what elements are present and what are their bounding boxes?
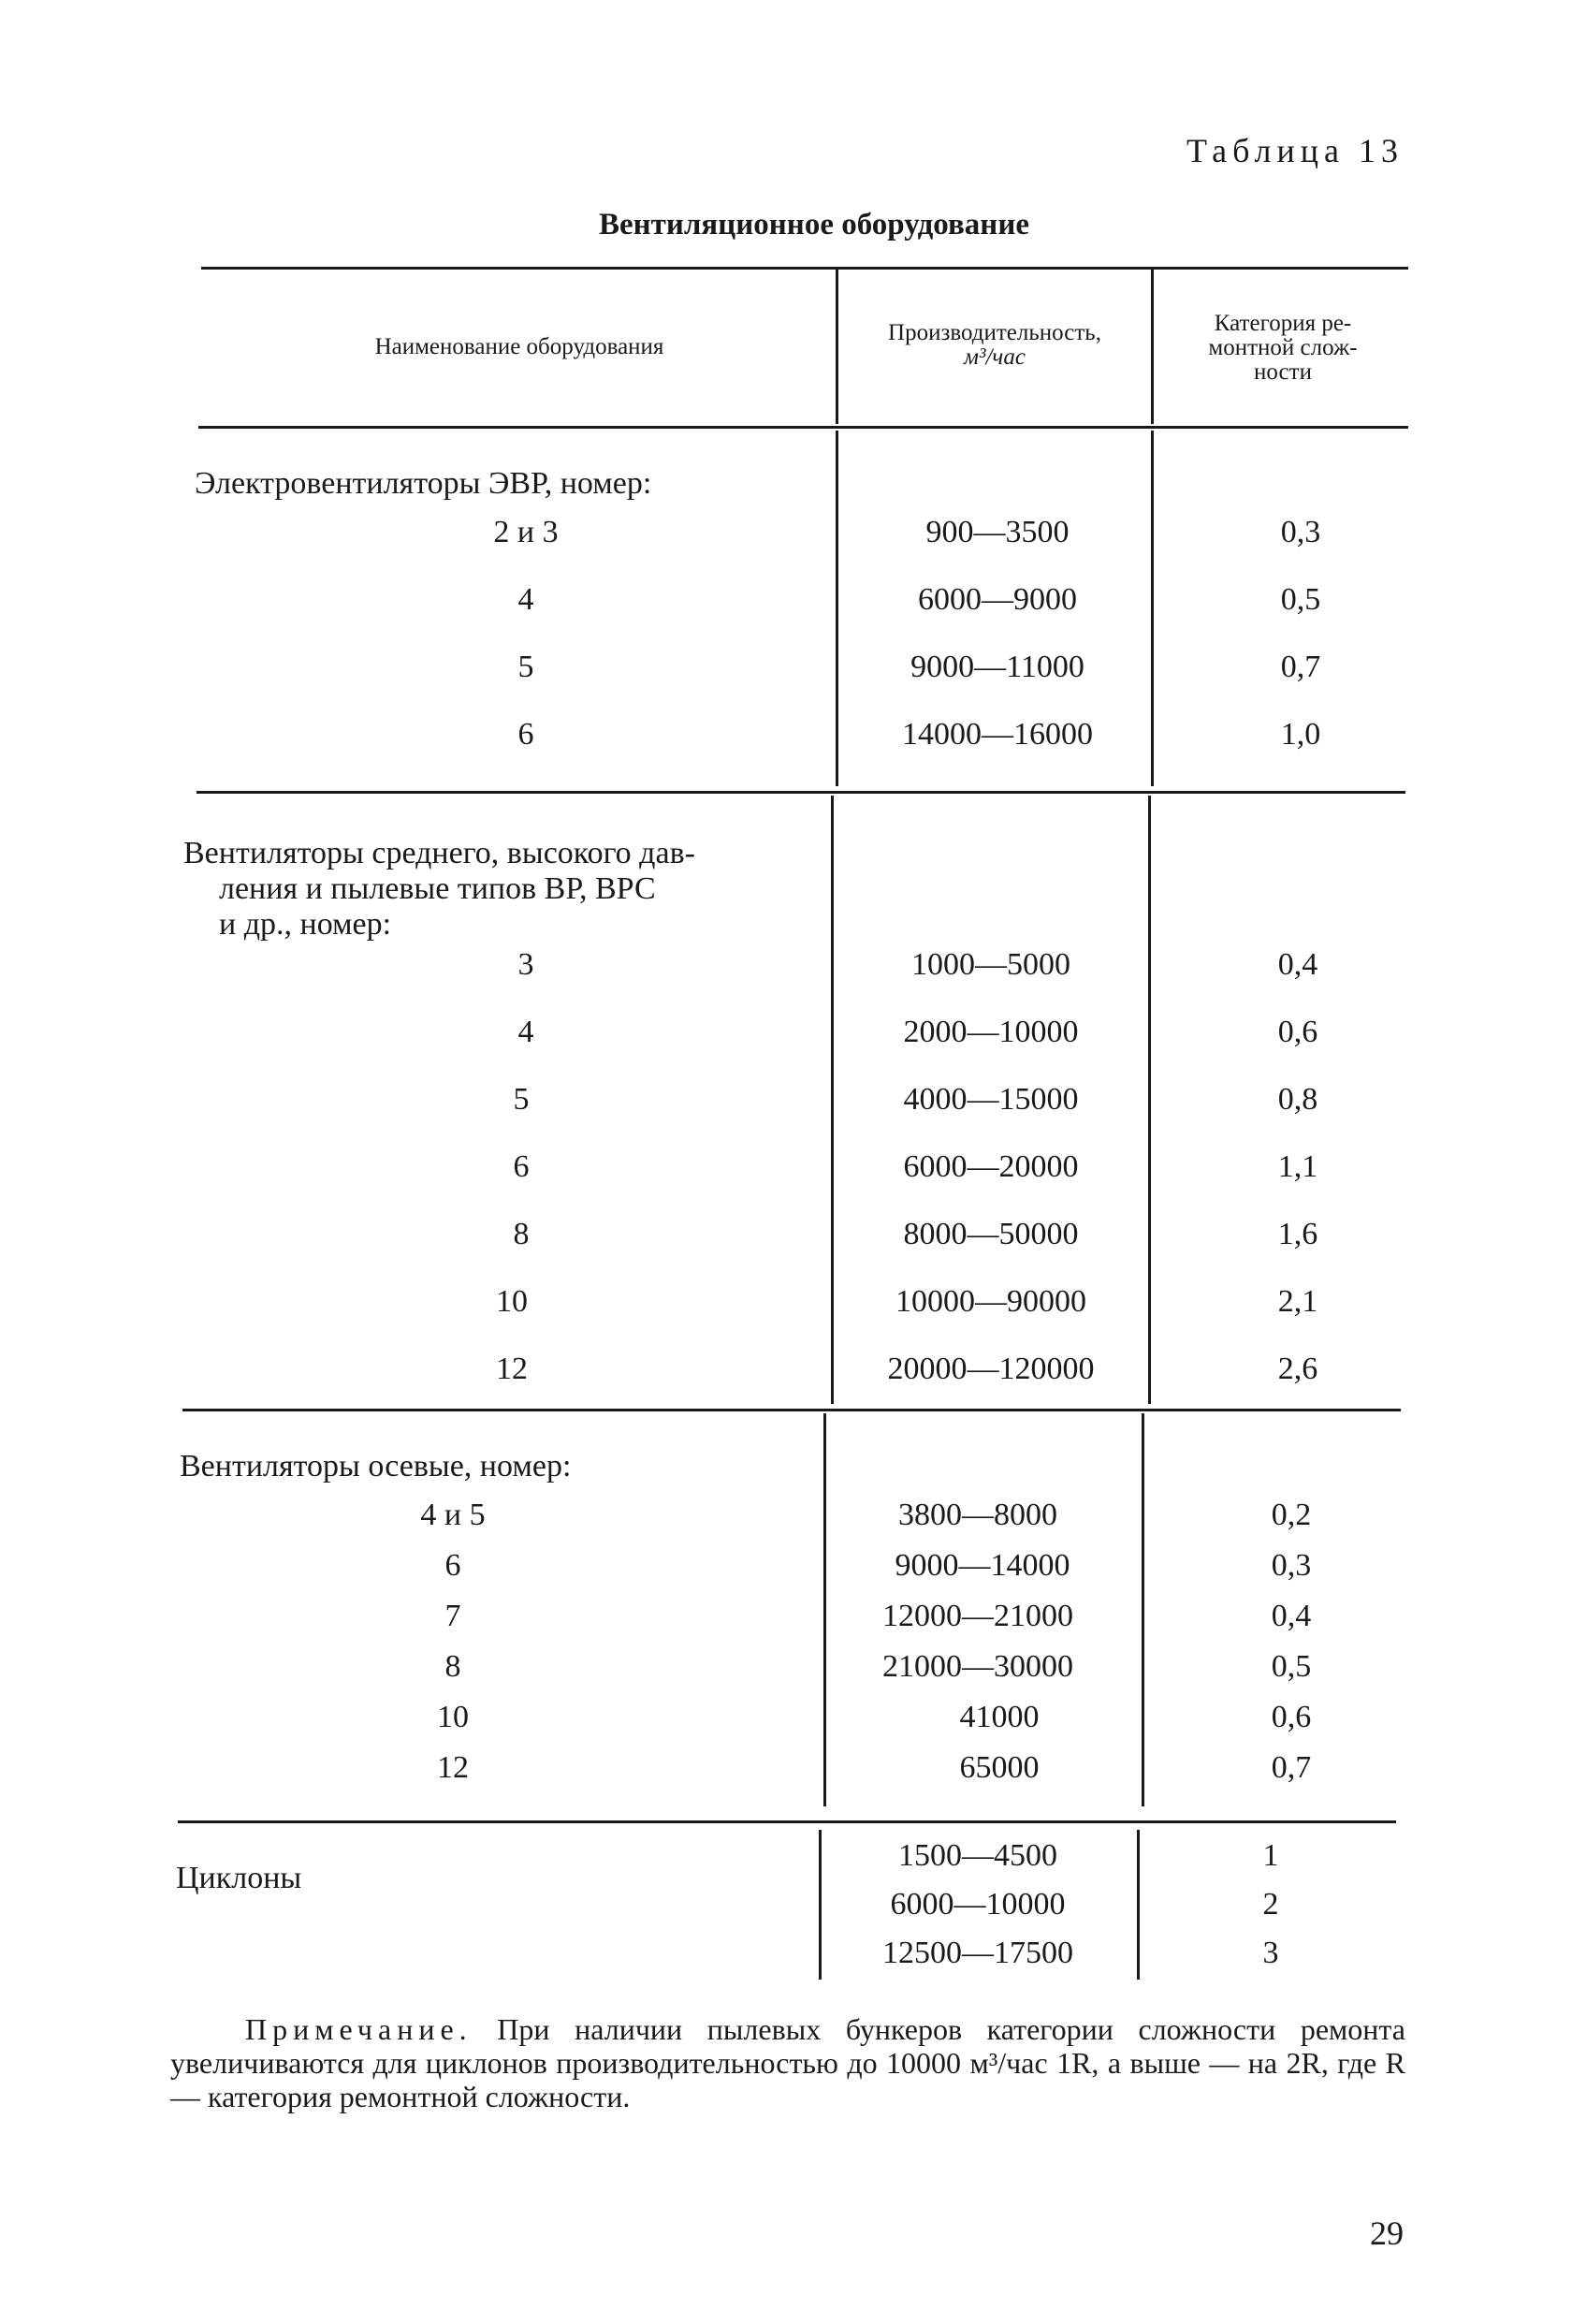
g2-row4-capacity: 6000—20000: [903, 1149, 1079, 1184]
g2-row6-num: 10: [496, 1284, 528, 1319]
g2-row2-category: 0,6: [1277, 1015, 1318, 1049]
g1-row3-category: 0,7: [1280, 650, 1321, 684]
header-category: [1157, 312, 1409, 385]
header-category-line3: ности: [1254, 359, 1312, 385]
group-title-cyclones: Циклоны: [176, 1861, 302, 1895]
g3-row6-num: 12: [437, 1750, 469, 1785]
header-col-divider-2: [1151, 270, 1154, 424]
group-title-evr: Электровентиляторы ЭВР, номер:: [195, 466, 652, 501]
g2-row4-category: 1,1: [1277, 1149, 1318, 1184]
g2-row6-category: 2,1: [1277, 1284, 1318, 1319]
g2-row7-category: 2,6: [1277, 1352, 1318, 1386]
g1-row2-category: 0,5: [1280, 582, 1321, 617]
g3-row4-capacity: 21000—30000: [882, 1649, 1073, 1684]
g2-row5-num: 8: [513, 1217, 530, 1251]
g1-row3-num: 5: [517, 650, 534, 684]
g2-row6-capacity: 10000—90000: [895, 1284, 1086, 1319]
g2-row4-num: 6: [513, 1149, 530, 1184]
g3-row4-num: 8: [444, 1649, 461, 1684]
g3-row2-capacity: 9000—14000: [895, 1548, 1070, 1583]
g1-row4-category: 1,0: [1280, 717, 1321, 752]
g4-row2-capacity: 6000—10000: [890, 1887, 1066, 1922]
g2-row2-num: 4: [517, 1015, 534, 1049]
g4-row3-category: 3: [1262, 1936, 1279, 1970]
g2-row5-capacity: 8000—50000: [903, 1217, 1079, 1251]
g3-row3-capacity: 12000—21000: [882, 1599, 1073, 1633]
g2-row3-capacity: 4000—15000: [903, 1082, 1079, 1117]
g1-row3-capacity: 9000—11000: [910, 650, 1084, 684]
g1-row1-category: 0,3: [1280, 515, 1321, 549]
g3-row1-category: 0,2: [1271, 1498, 1312, 1532]
g1-row4-capacity: 14000—16000: [902, 717, 1093, 752]
g3-row3-category: 0,4: [1271, 1599, 1312, 1633]
header-capacity-unit: м³/час: [964, 344, 1026, 370]
g3-bottom-rule: [178, 1820, 1396, 1823]
g4-row2-category: 2: [1262, 1887, 1279, 1922]
g2-row5-category: 1,6: [1277, 1217, 1318, 1251]
g3-row5-num: 10: [437, 1700, 469, 1734]
g3-row5-category: 0,6: [1271, 1700, 1312, 1734]
g3-row6-capacity: 65000: [959, 1750, 1040, 1785]
header-bottom-rule: [198, 426, 1408, 429]
g3-row3-num: 7: [444, 1599, 461, 1633]
header-category-line1: Категория ре-: [1214, 311, 1352, 336]
g3-row1-num: 4 и 5: [420, 1498, 486, 1532]
g2-row1-category: 0,4: [1277, 947, 1318, 982]
g4-row1-capacity: 1500—4500: [898, 1838, 1057, 1873]
g4-row1-category: 1: [1262, 1838, 1279, 1873]
g2-row3-category: 0,8: [1277, 1082, 1318, 1117]
g1-row1-capacity: 900—3500: [925, 515, 1070, 549]
header-category-line2: монтной слож-: [1208, 335, 1358, 360]
g2-row7-capacity: 20000—120000: [887, 1352, 1095, 1386]
g1-bottom-rule: [196, 791, 1405, 794]
g4-col-divider-2: [1137, 1830, 1140, 1980]
footnote-label: Примечание.: [245, 2012, 473, 2046]
header-capacity-line1: Производительность,: [888, 320, 1101, 345]
g2-row1-capacity: 1000—5000: [911, 947, 1070, 982]
group-title-vr: Вентиляторы среднего, высокого дав- ления и пылевые типов ВР, ВРС и др., номер:: [183, 836, 695, 942]
g3-row2-category: 0,3: [1271, 1548, 1312, 1583]
table-title: Вентиляционное оборудование: [599, 208, 1029, 241]
header-top-rule: [201, 267, 1408, 270]
g4-row3-capacity: 12500—17500: [882, 1936, 1073, 1970]
page-number: 29: [1370, 2214, 1404, 2252]
g1-row2-num: 4: [517, 582, 534, 617]
group-title-axial: Вентиляторы осевые, номер:: [180, 1449, 572, 1484]
g2-bottom-rule: [182, 1409, 1401, 1411]
footnote: [170, 2012, 1405, 2113]
g3-col-divider-2: [1142, 1413, 1144, 1806]
footnote-text: При наличии пылевых бункеров категории сложности ремонта увеличиваются для циклонов производительностью до 10000 м³/час 1R, а выше — на 2R, где R — категория ремонтной сложности.: [170, 2012, 1406, 2113]
g3-row1-capacity: 3800—8000: [898, 1498, 1057, 1532]
g1-row2-capacity: 6000—9000: [918, 582, 1077, 617]
g1-row1-num: 2 и 3: [493, 515, 559, 549]
g3-row4-category: 0,5: [1271, 1649, 1312, 1684]
header-name: Наименование оборудования: [374, 334, 664, 359]
g3-row2-num: 6: [444, 1548, 461, 1583]
g3-row6-category: 0,7: [1271, 1750, 1312, 1785]
g1-row4-num: 6: [517, 717, 534, 752]
g3-row5-capacity: 41000: [959, 1700, 1040, 1734]
g2-row2-capacity: 2000—10000: [903, 1015, 1079, 1049]
g2-row1-num: 3: [517, 947, 534, 982]
g2-row3-num: 5: [513, 1082, 530, 1117]
table-number-label: Таблица 13: [1186, 132, 1404, 169]
header-capacity: [840, 321, 1149, 370]
header-col-divider-1: [836, 270, 838, 424]
g2-row7-num: 12: [496, 1352, 528, 1386]
